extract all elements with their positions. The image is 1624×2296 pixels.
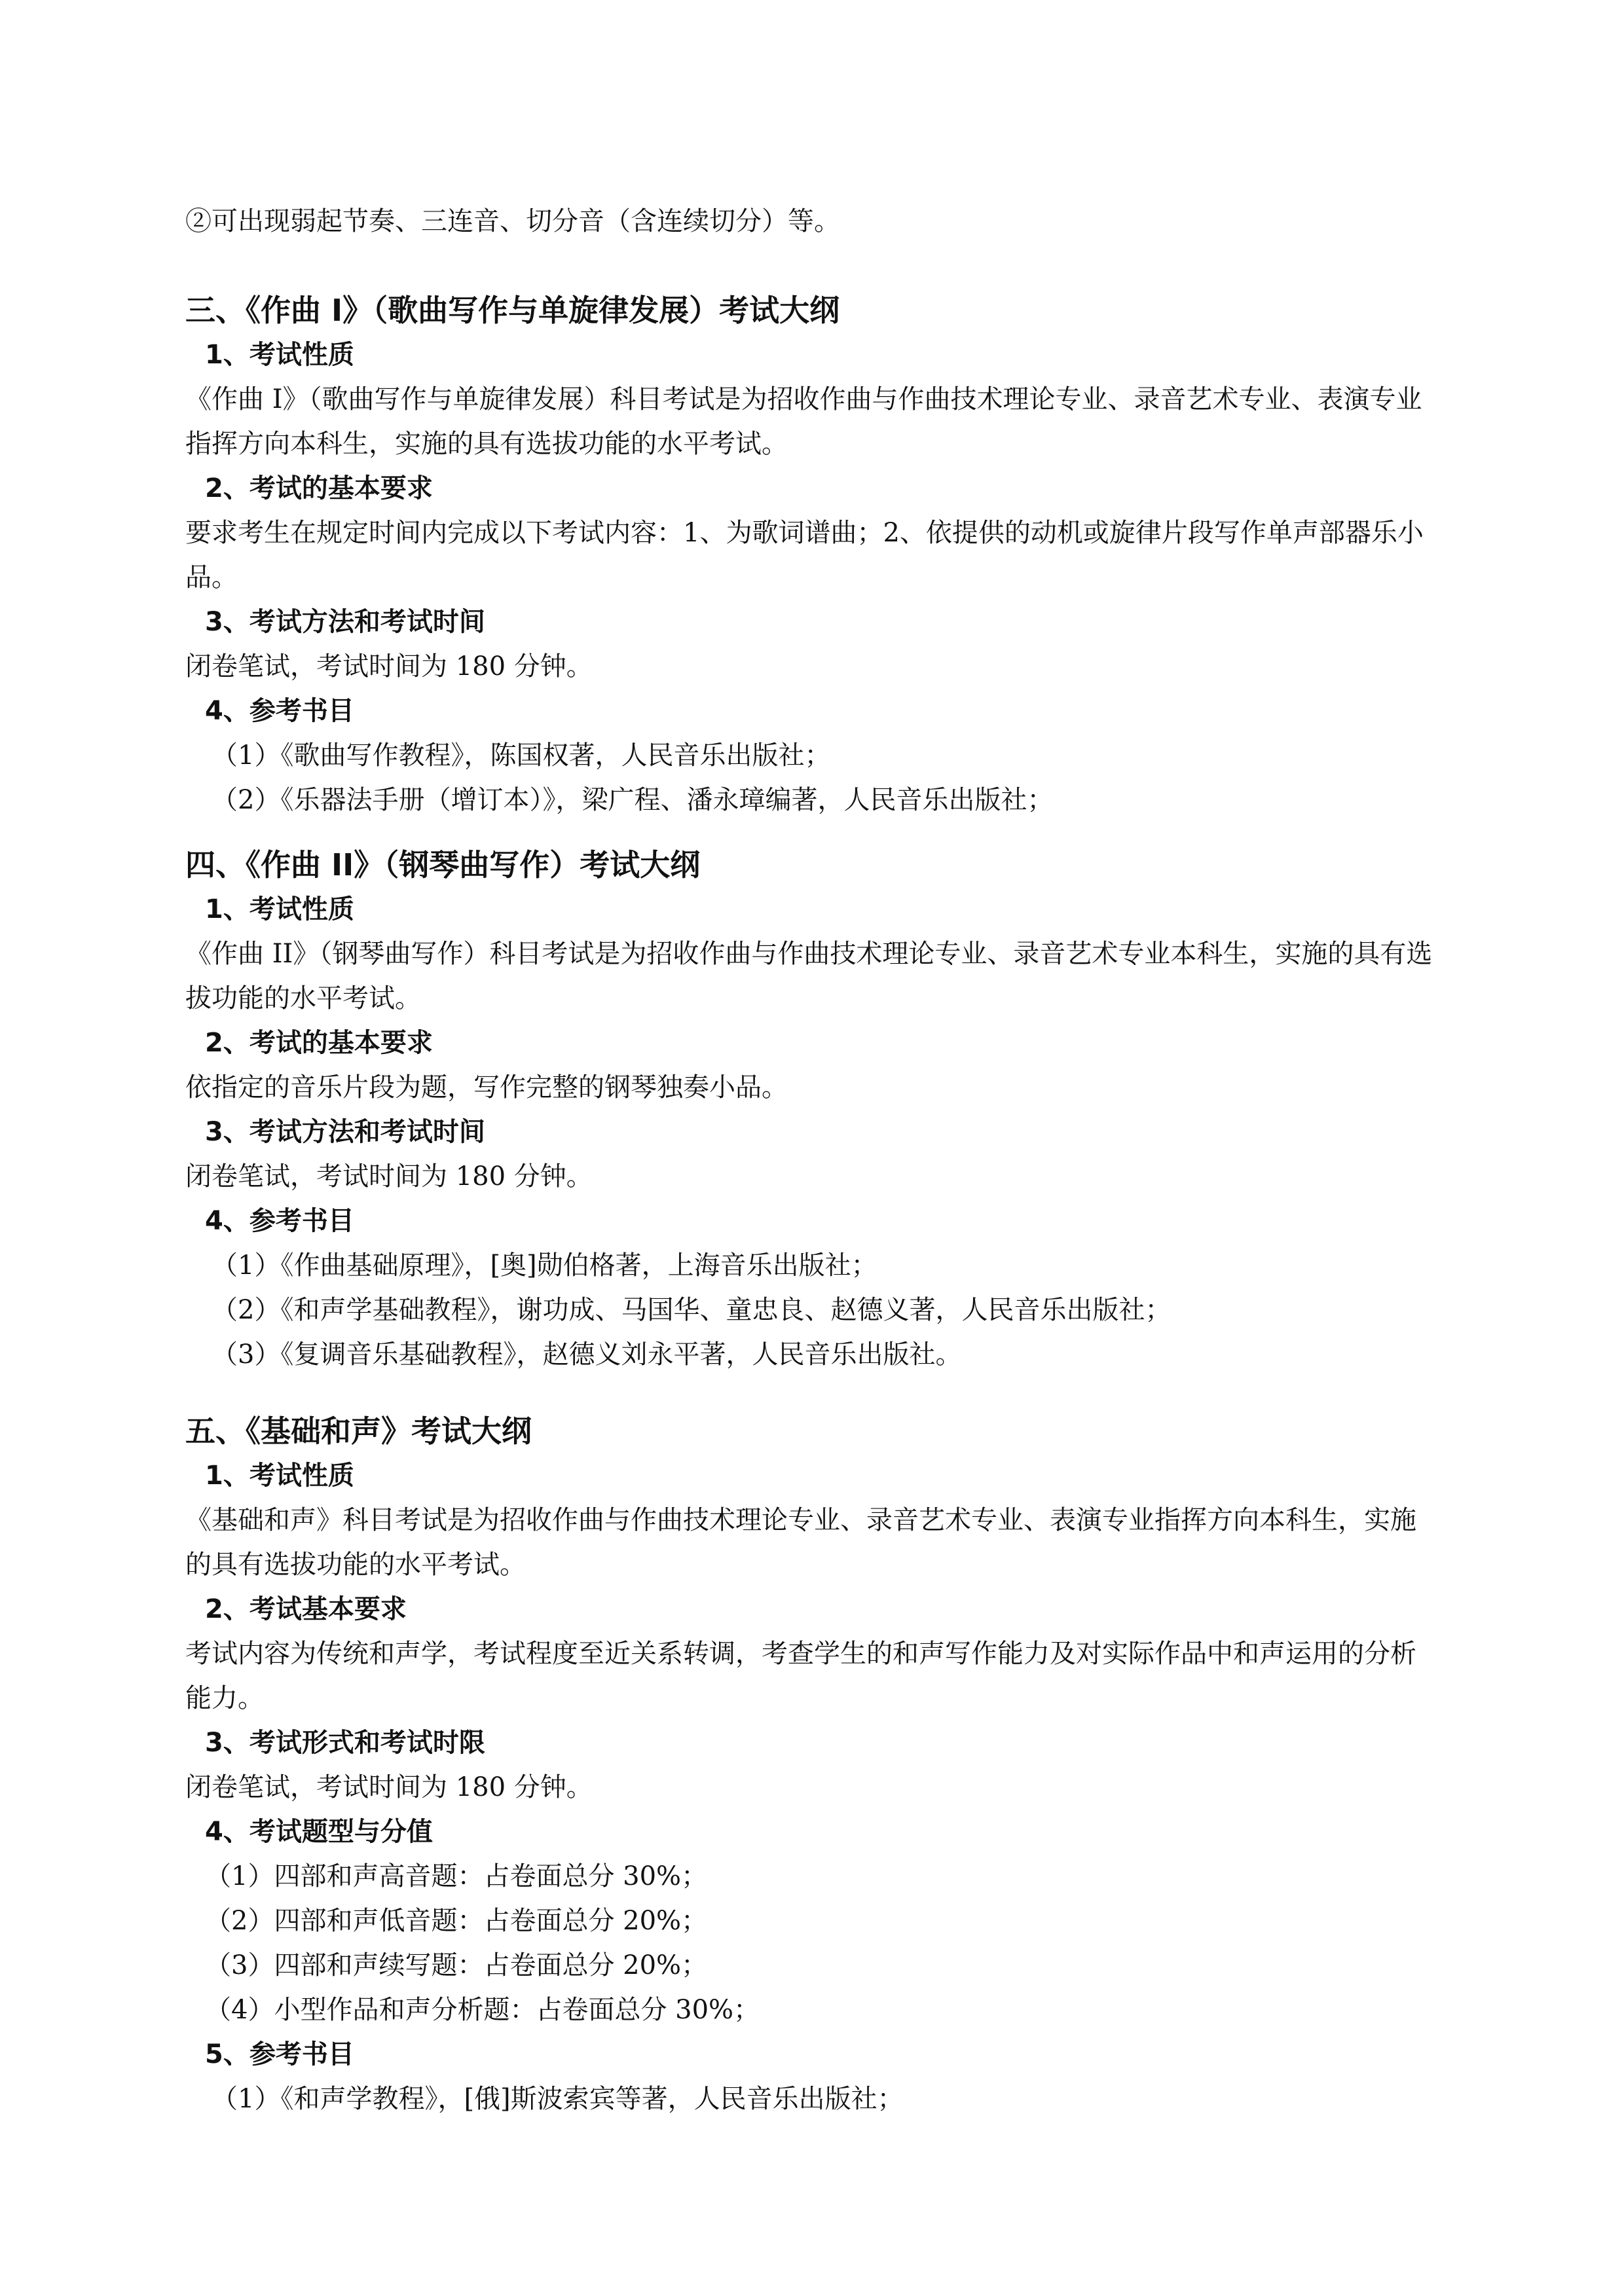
question-type-item: （1）四部和声高音题：占卷面总分 30%； xyxy=(205,1861,708,1891)
requirements-text: 依指定的音乐片段为题，写作完整的钢琴独奏小品。 xyxy=(185,1072,788,1102)
reference-item: （2）《乐器法手册（增订本）》，梁广程、潘永璋编著，人民音乐出版社； xyxy=(212,785,1054,815)
subhead-question-types: 4、考试题型与分值 xyxy=(205,1817,433,1847)
subhead-requirements: 2、考试的基本要求 xyxy=(205,1028,433,1058)
requirements-text: 要求考生在规定时间内完成以下考试内容：1、为歌词谱曲；2、依提供的动机或旋律片段写作单声部器乐小品。 xyxy=(185,518,1424,592)
nature-text: 《作曲 II》（钢琴曲写作）科目考试是为招收作曲与作曲技术理论专业、录音艺术专业本科生，实施的具有选拔功能的水平考试。 xyxy=(185,939,1433,1013)
requirements-text: 考试内容为传统和声学，考试程度至近关系转调，考查学生的和声写作能力及对实际作品中和声运用的分析能力。 xyxy=(185,1639,1416,1713)
section-title: 三、《作曲 I》（歌曲写作与单旋律发展）考试大纲 xyxy=(185,293,840,328)
method-text: 闭卷笔试，考试时间为 180 分钟。 xyxy=(185,1772,593,1802)
question-type-item: （4）小型作品和声分析题：占卷面总分 30%； xyxy=(205,1995,760,2025)
subhead-references: 4、参考书目 xyxy=(205,1206,354,1236)
subhead-nature: 1、考试性质 xyxy=(205,1461,354,1491)
subhead-requirements: 2、考试基本要求 xyxy=(205,1594,407,1624)
intro-line: ②可出现弱起节奏、三连音、切分音（含连续切分）等。 xyxy=(185,206,840,236)
reference-item: （2）《和声学基础教程》，谢功成、马国华、童忠良、赵德义著，人民音乐出版社； xyxy=(212,1295,1172,1325)
reference-item: （1）《作曲基础原理》，[奥]勋伯格著，上海音乐出版社； xyxy=(212,1250,877,1281)
section-title: 四、《作曲 II》（钢琴曲写作）考试大纲 xyxy=(185,847,701,883)
question-type-item: （3）四部和声续写题：占卷面总分 20%； xyxy=(205,1950,708,1980)
section-composition-2 xyxy=(185,843,1433,1377)
question-type-item: （2）四部和声低音题：占卷面总分 20%； xyxy=(205,1906,708,1936)
subhead-method: 3、考试形式和考试时限 xyxy=(205,1728,485,1758)
method-text: 闭卷笔试，考试时间为 180 分钟。 xyxy=(185,1161,593,1192)
subhead-requirements: 2、考试的基本要求 xyxy=(205,473,433,503)
subhead-nature: 1、考试性质 xyxy=(205,340,354,370)
subhead-references: 5、参考书目 xyxy=(205,2039,354,2069)
nature-text: 《基础和声》科目考试是为招收作曲与作曲技术理论专业、录音艺术专业、表演专业指挥方向本科生，实施的具有选拔功能的水平考试。 xyxy=(185,1505,1416,1580)
method-text: 闭卷笔试，考试时间为 180 分钟。 xyxy=(185,651,593,682)
section-composition-1 xyxy=(185,288,1433,822)
nature-text: 《作曲 I》（歌曲写作与单旋律发展）科目考试是为招收作曲与作曲技术理论专业、录音艺术专业、表演专业指挥方向本科生，实施的具有选拔功能的水平考试。 xyxy=(185,384,1422,459)
subhead-nature: 1、考试性质 xyxy=(205,894,354,924)
section-basic-harmony xyxy=(185,1409,1433,2121)
reference-item: （1）《歌曲写作教程》，陈国权著，人民音乐出版社； xyxy=(212,740,831,771)
section-title: 五、《基础和声》考试大纲 xyxy=(185,1413,532,1449)
reference-item: （3）《复调音乐基础教程》，赵德义刘永平著，人民音乐出版社。 xyxy=(212,1339,962,1370)
subhead-method: 3、考试方法和考试时间 xyxy=(205,607,485,637)
subhead-references: 4、参考书目 xyxy=(205,696,354,726)
subhead-method: 3、考试方法和考试时间 xyxy=(205,1117,485,1147)
reference-item: （1）《和声学教程》，[俄]斯波索宾等著，人民音乐出版社； xyxy=(212,2084,904,2114)
